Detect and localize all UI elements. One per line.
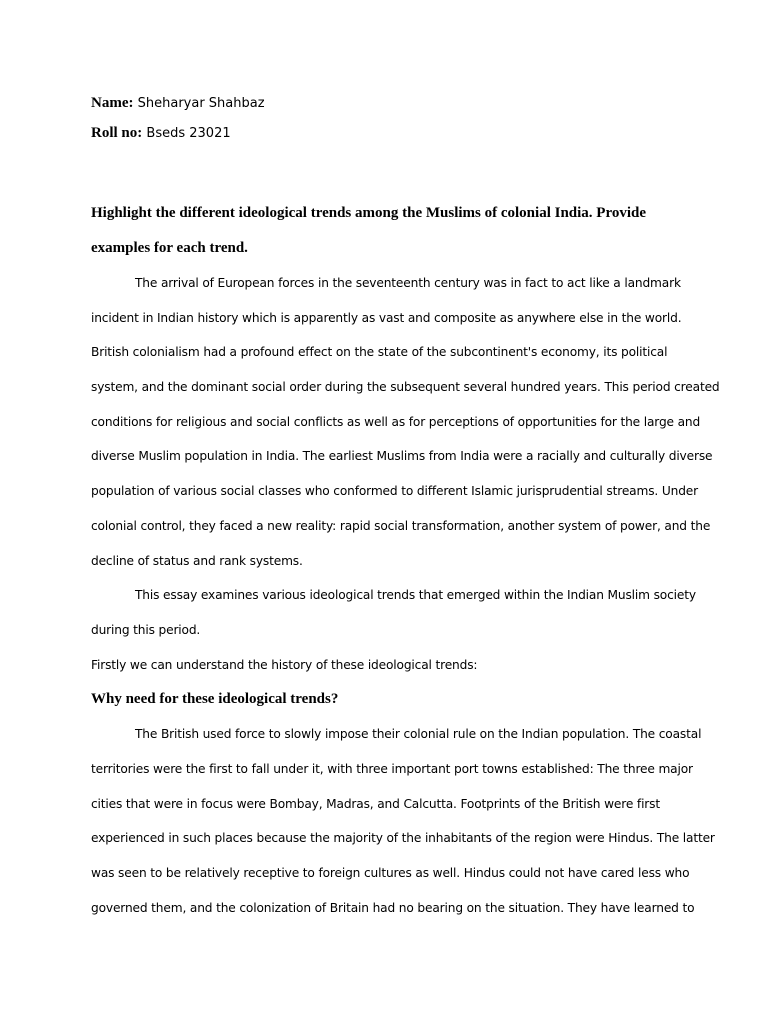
question-line: examples for each trend. — [91, 240, 248, 256]
name-line — [91, 88, 683, 118]
name-value: Sheharyar Shahbaz — [137, 96, 265, 111]
name-label: Name: — [91, 95, 134, 111]
paragraph-intro — [91, 266, 720, 578]
question-line: Highlight the different ideological trends among the Muslims of colonial India. Provide — [91, 205, 647, 221]
paragraph-line: The arrival of European forces in the seventeenth century was in fact to act like a landmark — [135, 276, 681, 290]
paragraph-line: colonial control, they faced a new reality: rapid social transformation, another system of power, and the — [91, 518, 711, 533]
document-body — [91, 88, 720, 925]
paragraph-line: was seen to be relatively receptive to foreign cultures as well. Hindus could not have cared less who — [91, 866, 690, 880]
paragraph-line: decline of status and rank systems. — [91, 553, 303, 568]
roll-value: Bseds 23021 — [146, 126, 231, 141]
question-heading — [91, 196, 683, 266]
paragraph-line: territories were the first to fall under it, with three important port towns established: The three major — [91, 761, 693, 776]
roll-line — [91, 118, 683, 148]
paragraph-line: system, and the dominant social order during the subsequent several hundred years. This period created — [91, 380, 720, 395]
paragraph-line: cities that were in focus were Bombay, Madras, and Calcutta. Footprints of the British were first — [91, 796, 660, 811]
paragraph-line: incident in Indian history which is apparently as vast and composite as anywhere else in the world. — [91, 310, 682, 325]
paragraph-line: experienced in such places because the majority of the inhabitants of the region were Hindus. The latter — [91, 831, 715, 846]
paragraph-essay-scope — [91, 578, 696, 647]
paragraph-line: diverse Muslim population in India. The earliest Muslims from India were a racially and culturally diverse — [91, 449, 713, 464]
paragraph-line: This essay examines various ideological trends that emerged within the Indian Muslim society — [135, 588, 696, 603]
paragraph-line: population of various social classes who conformed to different Islamic jurisprudential streams. Under — [91, 484, 698, 499]
paragraph-line: The British used force to slowly impose their colonial rule on the Indian population. The coastal — [135, 727, 702, 742]
paragraph-line: British colonialism had a profound effect on the state of the subcontinent's economy, its political — [91, 345, 668, 360]
paragraph-history-intro: Firstly we can understand the history of these ideological trends: — [91, 657, 478, 672]
paragraph-british-rule — [91, 717, 715, 925]
section-heading: Why need for these ideological trends? — [91, 691, 339, 708]
roll-label: Roll no: — [91, 125, 143, 141]
paragraph-line: conditions for religious and social conflicts as well as for perceptions of opportunities for the large and — [91, 414, 701, 429]
paragraph-line: governed them, and the colonization of Britain had no bearing on the situation. They have learned to — [91, 900, 695, 915]
paragraph-line: during this period. — [91, 622, 201, 637]
